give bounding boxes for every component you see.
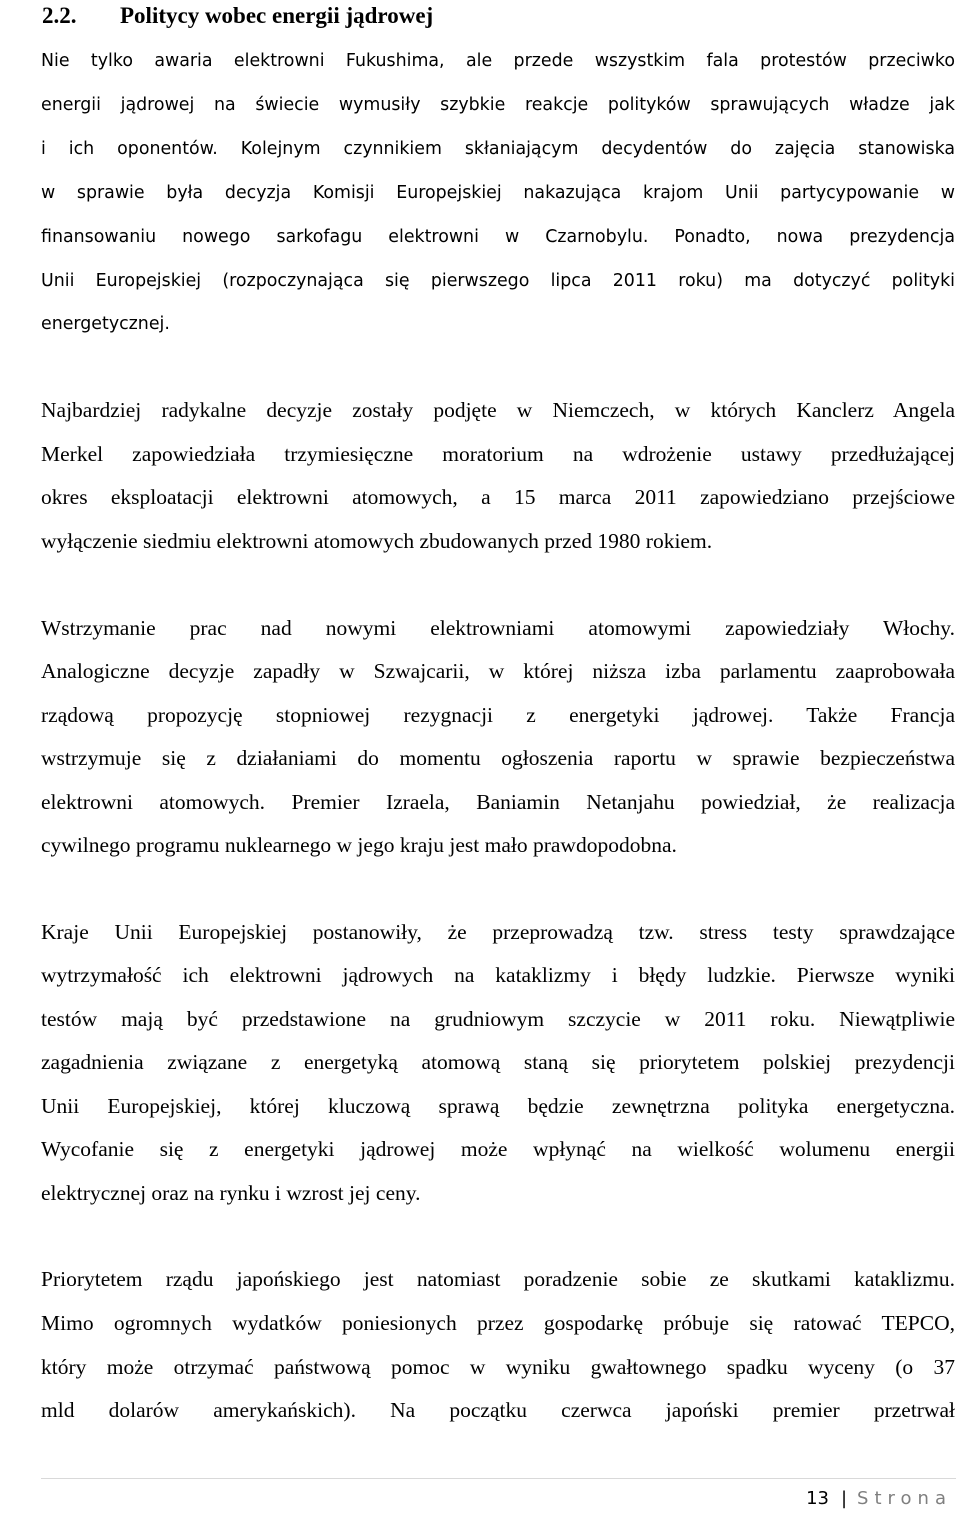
section-heading <box>42 0 433 32</box>
text-line: Wstrzymanie prac nad nowymi elektrowniami atomowymi zapowiedziały Włochy. <box>41 616 955 640</box>
footer-divider <box>41 1478 956 1479</box>
text-line: Mimo ogromnych wydatków poniesionych przez gospodarkę próbuje się ratować TEPCO, <box>41 1311 955 1335</box>
page-footer <box>806 1486 952 1512</box>
text-line: Merkel zapowiedziała trzymiesięczne moratorium na wdrożenie ustawy przedłużającej <box>41 442 955 466</box>
section-title: Politycy wobec energii jądrowej <box>120 3 434 28</box>
text-line: Wycofanie się z energetyki jądrowej może wpłynąć na wielkość wolumenu energii <box>41 1137 955 1161</box>
text-line: który może otrzymać państwową pomoc w wyniku gwałtownego spadku wyceny (o 37 <box>41 1355 955 1379</box>
text-line: finansowaniu nowego sarkofagu elektrowni w Czarnobylu. Ponadto, nowa prezydencja <box>41 227 955 247</box>
text-line: wstrzymuje się z działaniami do momentu ogłoszenia raportu w sprawie bezpieczeństwa <box>41 746 955 770</box>
text-line: i ich oponentów. Kolejnym czynnikiem skłaniającym decydentów do zajęcia stanowiska <box>41 139 955 159</box>
text-line: zagadnienia związane z energetyką atomową staną się priorytetem polskiej prezydencji <box>41 1050 955 1074</box>
text-line: energii jądrowej na świecie wymusiły szybkie reakcje polityków sprawujących władze jak <box>41 95 955 115</box>
text-line: wytrzymałość ich elektrowni jądrowych na kataklizmy i błędy ludzkie. Pierwsze wyniki <box>41 963 955 987</box>
text-line: Najbardziej radykalne decyzje zostały podjęte w Niemczech, w których Kanclerz Angela <box>41 398 955 422</box>
text-line: Unii Europejskiej, której kluczową sprawą będzie zewnętrzna polityka energetyczna. <box>41 1094 955 1118</box>
text-line: cywilnego programu nuklearnego w jego kraju jest mało prawdopodobna. <box>41 833 677 857</box>
section-number: 2.2. <box>42 3 77 28</box>
text-line: okres eksploatacji elektrowni atomowych, a 15 marca 2011 zapowiedziano przejściowe <box>41 485 955 509</box>
text-line: Nie tylko awaria elektrowni Fukushima, ale przede wszystkim fala protestów przeciwko <box>41 51 955 71</box>
page-label: Strona <box>857 1488 952 1509</box>
text-line: rządową propozycję stopniowej rezygnacji z energetyki jądrowej. Także Francja <box>41 703 955 727</box>
text-line: Unii Europejskiej (rozpoczynająca się pierwszego lipca 2011 roku) ma dotyczyć polityki <box>41 271 955 291</box>
text-line: testów mają być przedstawione na grudniowym szczycie w 2011 roku. Niewątpliwie <box>41 1007 955 1031</box>
text-line: w sprawie była decyzja Komisji Europejskiej nakazująca krajom Unii partycypowanie w <box>41 183 955 203</box>
text-line: Priorytetem rządu japońskiego jest natomiast poradzenie sobie ze skutkami kataklizmu. <box>41 1267 955 1291</box>
page-number: 13 <box>806 1488 829 1509</box>
text-line: Kraje Unii Europejskiej postanowiły, że przeprowadzą tzw. stress testy sprawdzające <box>41 920 955 944</box>
text-line: energetycznej. <box>41 314 170 334</box>
text-line: elektrycznej oraz na rynku i wzrost jej ceny. <box>41 1181 421 1205</box>
text-line: elektrowni atomowych. Premier Izraela, Baniamin Netanjahu powiedział, że realizacja <box>41 790 955 814</box>
text-line: wyłączenie siedmiu elektrowni atomowych zbudowanych przed 1980 rokiem. <box>41 529 713 553</box>
text-line: Analogiczne decyzje zapadły w Szwajcarii, w której niższa izba parlamentu zaaprobowała <box>41 659 955 683</box>
footer-separator: | <box>840 1488 848 1509</box>
text-line: mld dolarów amerykańskich). Na początku czerwca japoński premier przetrwał <box>41 1398 955 1422</box>
